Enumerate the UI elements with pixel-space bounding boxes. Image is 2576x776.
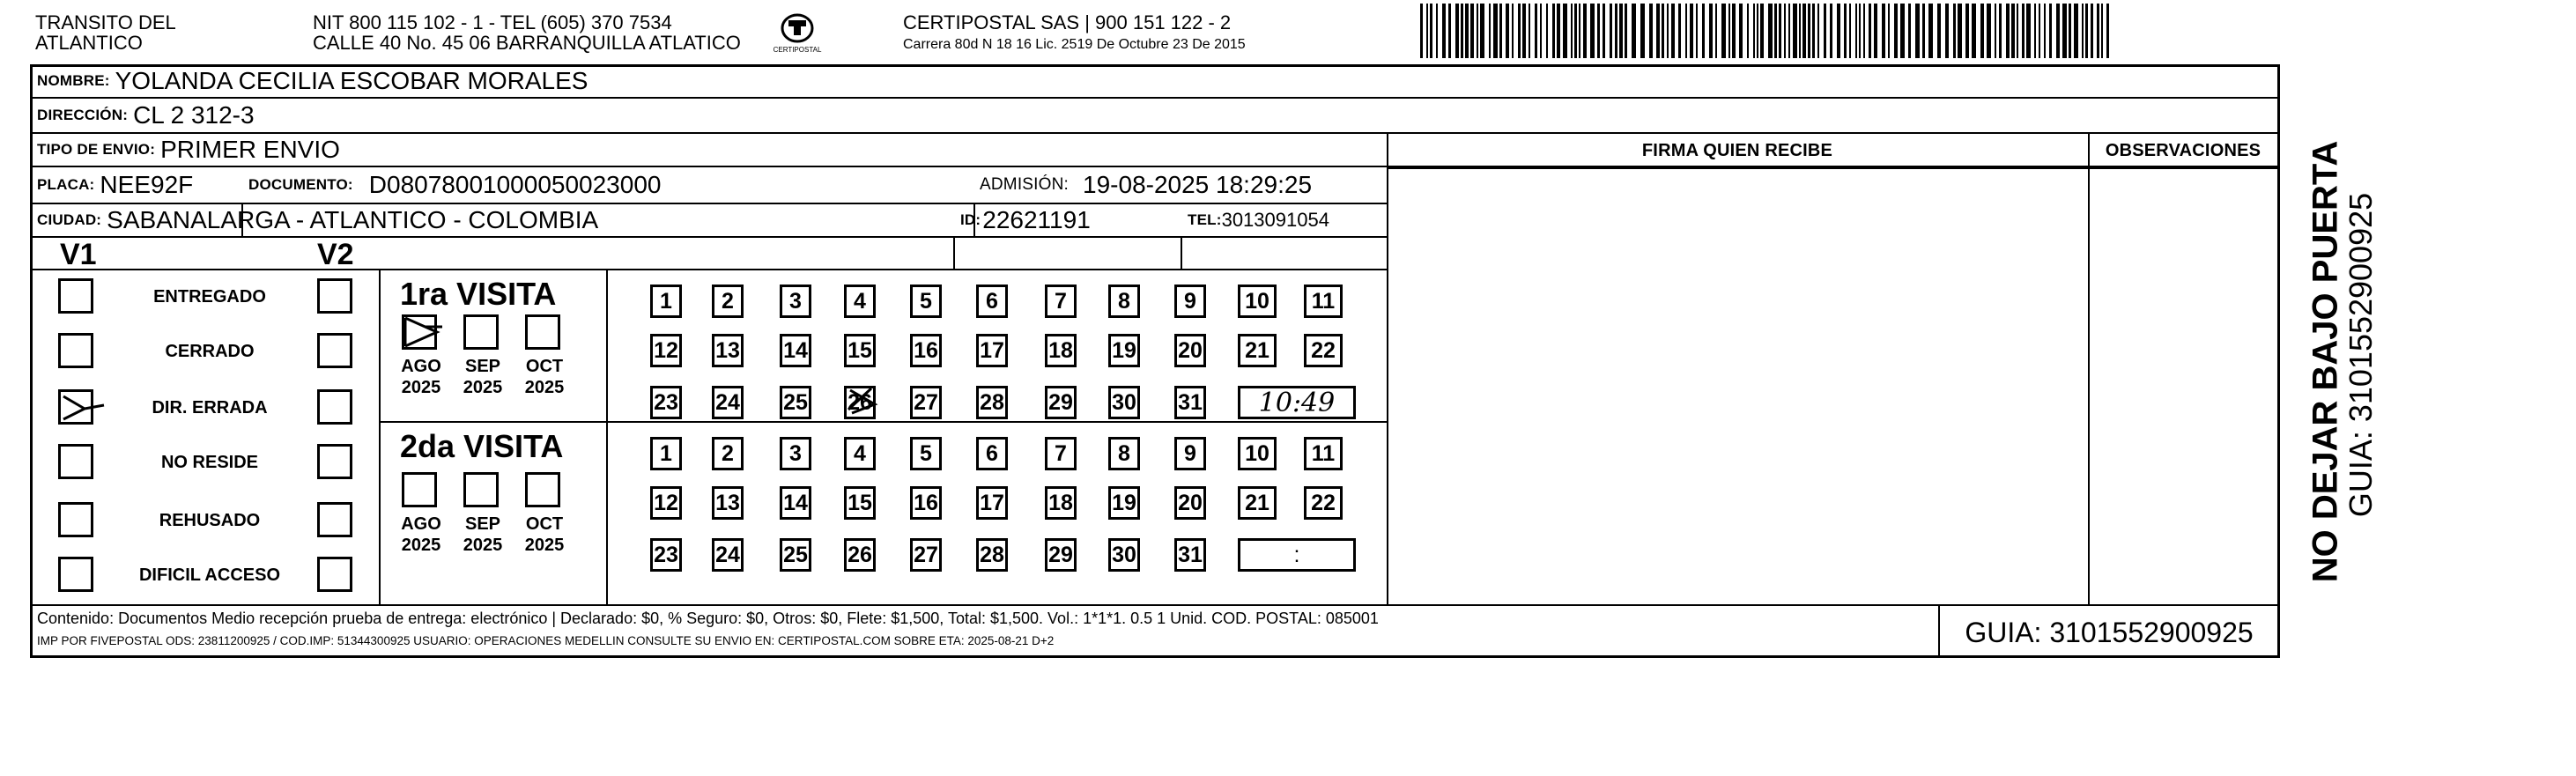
- v2-checkbox[interactable]: [317, 278, 352, 314]
- day-checkbox[interactable]: [1108, 437, 1140, 470]
- day-number: 28: [980, 543, 1004, 567]
- day-number: 6: [986, 289, 998, 314]
- tel-label: TEL:: [1188, 211, 1222, 228]
- month-label: AGO: [401, 357, 441, 376]
- day-checkbox[interactable]: [1238, 437, 1277, 470]
- v1-checkbox[interactable]: [58, 333, 93, 368]
- day-checkbox[interactable]: [1045, 386, 1077, 419]
- day-checkbox[interactable]: [976, 334, 1008, 367]
- day-number: 4: [854, 289, 866, 314]
- day-number: 10: [1245, 441, 1269, 466]
- id-value: 22621191: [982, 205, 1091, 233]
- day-number: 2: [722, 289, 734, 314]
- day-number: 25: [783, 390, 808, 415]
- visit-title: 1ra VISITA: [400, 276, 557, 312]
- day-checkbox[interactable]: [780, 437, 811, 470]
- day-number: 18: [1048, 491, 1073, 515]
- day-number: 16: [914, 338, 938, 363]
- day-number: 28: [980, 390, 1004, 415]
- day-checkbox[interactable]: [650, 285, 682, 318]
- status-option-label: DIFICIL ACCESO: [138, 565, 280, 585]
- day-checkbox[interactable]: [1045, 437, 1077, 470]
- barcode: [1420, 4, 2113, 58]
- tipo-envio-value: PRIMER ENVIO: [160, 135, 340, 163]
- day-number: 26: [848, 543, 872, 567]
- placa-value: NEE92F: [100, 171, 194, 198]
- day-number: 23: [654, 390, 678, 415]
- address-line: CALLE 40 No. 45 06 BARRANQUILLA ATLATICO: [313, 32, 741, 54]
- day-number: 31: [1178, 390, 1203, 415]
- day-number: 16: [914, 491, 938, 515]
- month-year: 2025: [463, 378, 503, 397]
- v2-checkbox[interactable]: [317, 444, 352, 479]
- month-label: OCT: [525, 514, 564, 534]
- day-number: 4: [854, 441, 866, 466]
- month-label: SEP: [464, 357, 501, 376]
- day-number: 18: [1048, 338, 1073, 363]
- v1-checkbox[interactable]: [58, 444, 93, 479]
- v2-checkbox[interactable]: [317, 389, 352, 425]
- day-number: 24: [715, 390, 740, 415]
- admision-label: ADMISIÓN:: [980, 175, 1070, 194]
- day-checkbox[interactable]: [1108, 285, 1140, 318]
- admision-value: 19-08-2025 18:29:25: [1083, 171, 1313, 198]
- day-number: 21: [1245, 338, 1269, 363]
- day-checkbox[interactable]: [1174, 386, 1206, 419]
- month-label: AGO: [401, 514, 441, 534]
- day-number: 13: [715, 491, 740, 515]
- day-number: 30: [1112, 543, 1136, 567]
- certipostal-line: CERTIPOSTAL SAS | 900 151 122 - 2: [903, 11, 1232, 33]
- day-number: 25: [783, 543, 808, 567]
- day-checkbox[interactable]: [976, 285, 1008, 318]
- day-number: 29: [1048, 390, 1073, 415]
- day-checkbox[interactable]: [910, 538, 942, 572]
- day-number: 9: [1184, 289, 1196, 314]
- documento-label: DOCUMENTO:: [248, 176, 353, 193]
- day-checkbox[interactable]: [650, 486, 682, 520]
- day-checkbox[interactable]: [650, 538, 682, 572]
- day-checkbox[interactable]: [1174, 334, 1206, 367]
- day-checkbox[interactable]: [712, 486, 744, 520]
- day-checkbox[interactable]: [844, 334, 876, 367]
- nombre-value: YOLANDA CECILIA ESCOBAR MORALES: [115, 67, 588, 94]
- month-year: 2025: [401, 378, 441, 397]
- month-checkbox[interactable]: [525, 472, 560, 507]
- day-checkbox[interactable]: [1045, 486, 1077, 520]
- firma-header: FIRMA QUIEN RECIBE: [1641, 141, 1833, 160]
- day-checkbox[interactable]: [976, 437, 1008, 470]
- day-checkbox[interactable]: [780, 285, 811, 318]
- status-option-label: CERRADO: [165, 342, 255, 361]
- v1-checkbox[interactable]: [58, 278, 93, 314]
- day-number: 14: [783, 491, 808, 515]
- day-checkbox[interactable]: [1045, 285, 1077, 318]
- visit-title: 2da VISITA: [400, 428, 564, 464]
- day-checkbox[interactable]: [1304, 334, 1343, 367]
- day-number: 8: [1118, 289, 1130, 314]
- month-checkbox[interactable]: [525, 314, 560, 350]
- day-checkbox[interactable]: [712, 386, 744, 419]
- status-option-label: DIR. ERRADA: [152, 398, 268, 418]
- day-checkbox[interactable]: [650, 437, 682, 470]
- day-checkbox[interactable]: [780, 386, 811, 419]
- status-option-label: ENTREGADO: [153, 287, 266, 307]
- day-number: 3: [789, 441, 802, 466]
- day-number: 17: [980, 491, 1004, 515]
- day-checkbox[interactable]: [1108, 334, 1140, 367]
- month-checkbox[interactable]: [463, 472, 499, 507]
- day-number: 15: [848, 491, 872, 515]
- day-number: 12: [654, 338, 678, 363]
- v1-checkbox[interactable]: [58, 389, 93, 425]
- month-checkbox[interactable]: [402, 472, 437, 507]
- day-number: 20: [1178, 491, 1203, 515]
- day-checkbox[interactable]: [976, 386, 1008, 419]
- day-number: 12: [654, 491, 678, 515]
- day-number: 19: [1112, 491, 1136, 515]
- day-number: 23: [654, 543, 678, 567]
- day-number: 14: [783, 338, 808, 363]
- day-number: 7: [1055, 289, 1067, 314]
- visit-time-field[interactable]: [1238, 386, 1356, 419]
- v2-checkbox[interactable]: [317, 557, 352, 592]
- day-number: 31: [1178, 543, 1203, 567]
- day-number: 3: [789, 289, 802, 314]
- day-checkbox[interactable]: [1174, 285, 1206, 318]
- day-number: 1: [660, 289, 672, 314]
- day-checkbox[interactable]: [1238, 486, 1277, 520]
- month-year: 2025: [524, 536, 565, 555]
- day-checkbox[interactable]: [1304, 437, 1343, 470]
- day-number: 9: [1184, 441, 1196, 466]
- status-option-label: NO RESIDE: [160, 453, 259, 472]
- v1-checkbox[interactable]: [58, 502, 93, 537]
- day-checkbox[interactable]: [844, 486, 876, 520]
- imp-text: IMP POR FIVEPOSTAL ODS: 23811200925 / COD.IMP: 51344300925 USUARIO: OPERACIONES MEDELLIN CONSULTE SU ENVIO EN: CERTIPOSTAL.COM SOBRE ETA: 2025-08-21 D+2: [37, 634, 1055, 647]
- day-checkbox[interactable]: [1045, 334, 1077, 367]
- day-checkbox[interactable]: [976, 486, 1008, 520]
- id-label: ID:: [960, 211, 981, 228]
- nit-line: NIT 800 115 102 - 1 - TEL (605) 370 7534: [313, 11, 672, 33]
- day-checkbox[interactable]: [1174, 437, 1206, 470]
- observaciones-header: OBSERVACIONES: [2105, 141, 2261, 160]
- day-checkbox[interactable]: [844, 285, 876, 318]
- tel-value: 3013091054: [1221, 208, 1329, 231]
- v2-checkbox[interactable]: [317, 333, 352, 368]
- day-checkbox[interactable]: [1238, 285, 1277, 318]
- day-checkbox[interactable]: [844, 538, 876, 572]
- time-placeholder: :: [1293, 543, 1300, 567]
- contenido-text: Contenido: Documentos Medio recepción prueba de entrega: electrónico | Declarado: $0, % Seguro: $0, Otros: $0, Flete: $1,500, Total: $1,500. Vol.: 1*1*1. 0.5 1 Unid. COD. POSTAL: 085001: [37, 610, 1379, 627]
- day-number: 11: [1311, 441, 1336, 466]
- company-name-line1: TRANSITO DEL: [35, 11, 176, 33]
- day-number: 17: [980, 338, 1004, 363]
- status-option-label: REHUSADO: [159, 511, 261, 530]
- day-checkbox[interactable]: [650, 386, 682, 419]
- day-checkbox[interactable]: [844, 386, 876, 419]
- v1-checkbox[interactable]: [58, 557, 93, 592]
- day-checkbox[interactable]: [1045, 538, 1077, 572]
- day-checkbox[interactable]: [1108, 538, 1140, 572]
- day-number: 30: [1112, 390, 1136, 415]
- day-number: 21: [1245, 491, 1269, 515]
- day-number: 27: [914, 390, 938, 415]
- month-year: 2025: [524, 378, 565, 397]
- documento-value: D08078001000050023000: [368, 171, 662, 198]
- footer-guia: GUIA: 3101552900925: [1965, 617, 2254, 648]
- no-dejar-bajo-puerta: NO DEJAR BAJO PUERTA: [2306, 140, 2345, 583]
- day-checkbox[interactable]: [1238, 334, 1277, 367]
- day-number: 15: [848, 338, 872, 363]
- tipo-envio-label: TIPO DE ENVIO:: [37, 140, 156, 158]
- visit-time-field[interactable]: [1238, 538, 1356, 572]
- day-checkbox[interactable]: [780, 538, 811, 572]
- month-year: 2025: [463, 536, 503, 555]
- company-name-line2: ATLANTICO: [35, 32, 143, 54]
- certipostal-address: Carrera 80d N 18 16 Lic. 2519 De Octubre 23 De 2015: [903, 37, 1246, 52]
- day-number: 2: [722, 441, 734, 466]
- day-checkbox[interactable]: [712, 285, 744, 318]
- day-checkbox[interactable]: [712, 437, 744, 470]
- day-number: 20: [1178, 338, 1203, 363]
- day-number: 19: [1112, 338, 1136, 363]
- month-label: OCT: [525, 357, 564, 376]
- day-number: 13: [715, 338, 740, 363]
- day-number: 29: [1048, 543, 1073, 567]
- day-number: 10: [1245, 289, 1269, 314]
- day-number: 22: [1311, 338, 1336, 363]
- day-checkbox[interactable]: [844, 437, 876, 470]
- day-number: 8: [1118, 441, 1130, 466]
- side-guia: GUIA: 3101552900925: [2343, 192, 2379, 518]
- day-checkbox[interactable]: [910, 437, 942, 470]
- day-number: 7: [1055, 441, 1067, 466]
- placa-label: PLACA:: [37, 176, 95, 193]
- day-checkbox[interactable]: [712, 538, 744, 572]
- logo-text: CERTIPOSTAL: [773, 46, 822, 54]
- v2-header: V2: [317, 238, 354, 271]
- month-checkbox[interactable]: [463, 314, 499, 350]
- direccion-value: CL 2 312-3: [133, 101, 255, 129]
- certipostal-logo: [762, 9, 833, 62]
- day-checkbox[interactable]: [976, 538, 1008, 572]
- day-number: 5: [920, 441, 932, 466]
- day-checkbox[interactable]: [712, 334, 744, 367]
- month-checkbox[interactable]: [402, 314, 437, 350]
- ciudad-value: SABANALARGA - ATLANTICO - COLOMBIA: [107, 205, 599, 233]
- month-year: 2025: [401, 536, 441, 555]
- day-checkbox[interactable]: [1174, 538, 1206, 572]
- ciudad-label: CIUDAD:: [37, 211, 102, 228]
- day-checkbox[interactable]: [1108, 486, 1140, 520]
- day-number: 22: [1311, 491, 1336, 515]
- day-checkbox[interactable]: [1108, 386, 1140, 419]
- day-number: 1: [660, 441, 672, 466]
- month-label: SEP: [464, 514, 501, 534]
- direccion-label: DIRECCIÓN:: [37, 107, 129, 123]
- nombre-label: NOMBRE:: [37, 72, 110, 89]
- day-checkbox[interactable]: [1304, 285, 1343, 318]
- day-number: 26: [848, 390, 872, 415]
- day-check-mark: [845, 383, 880, 418]
- day-number: 6: [986, 441, 998, 466]
- day-checkbox[interactable]: [910, 285, 942, 318]
- day-number: 24: [715, 543, 740, 567]
- v1-header: V1: [60, 238, 97, 271]
- v2-checkbox[interactable]: [317, 502, 352, 537]
- day-checkbox[interactable]: [910, 334, 942, 367]
- day-checkbox[interactable]: [650, 334, 682, 367]
- day-checkbox[interactable]: [1304, 486, 1343, 520]
- day-number: 27: [914, 543, 938, 567]
- day-checkbox[interactable]: [910, 386, 942, 419]
- handwritten-time: 10:49: [1258, 388, 1336, 418]
- day-checkbox[interactable]: [1174, 486, 1206, 520]
- day-checkbox[interactable]: [910, 486, 942, 520]
- day-checkbox[interactable]: [780, 486, 811, 520]
- day-number: 11: [1311, 289, 1336, 314]
- day-number: 5: [920, 289, 932, 314]
- day-checkbox[interactable]: [780, 334, 811, 367]
